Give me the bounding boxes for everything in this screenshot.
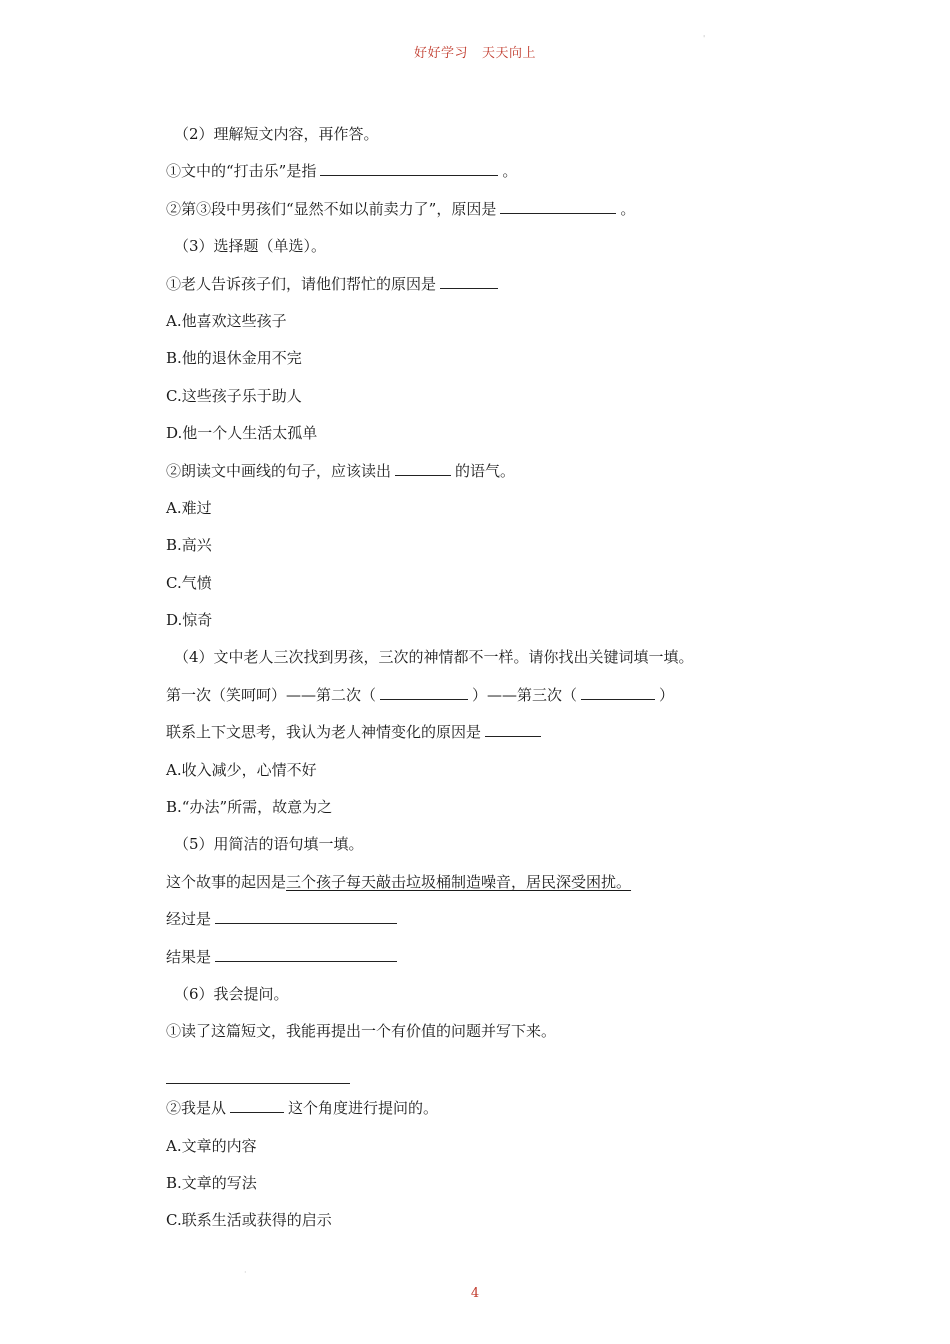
q5-cause-underlined: 三个孩子每天敲击垃圾桶制造噪音，居民深受困扰。: [286, 872, 632, 891]
q3-sub1-blank[interactable]: [440, 270, 498, 289]
q2-title: （2）理解短文内容，再作答。: [174, 125, 379, 143]
worksheet-body: [166, 120, 806, 1244]
q3-sub2-option[interactable]: D.惊奇: [166, 611, 213, 630]
q4-title: （4）文中老人三次找到男孩，三次的神情都不一样。请你找出关键词填一填。: [174, 648, 694, 667]
q6-answer-row: [166, 1057, 806, 1094]
q3-sub2-option[interactable]: C.气愤: [166, 573, 212, 592]
q3-sub2: ②朗读文中画线的句子，应该读出 的语气。: [166, 457, 806, 494]
q4-second-blank[interactable]: [380, 681, 468, 700]
q2-item-a: ①文中的“打击乐”是指 。: [166, 157, 806, 194]
q5-result: 结果是: [166, 943, 806, 980]
q2-a-blank[interactable]: [320, 157, 498, 176]
q6-sub1: ①读了这篇短文，我能再提出一个有价值的问题并写下来。: [166, 1022, 557, 1041]
q6-title: （6）我会提问。: [174, 984, 289, 1003]
q6-answer-line[interactable]: [166, 1057, 350, 1084]
page-number: 4: [470, 1286, 480, 1301]
q2-b-blank[interactable]: [500, 195, 616, 214]
q3-sub1-option[interactable]: D.他一个人生活太孤单: [166, 424, 318, 443]
q3-title: （3）选择题（单选）。: [174, 237, 327, 256]
q5-process-blank[interactable]: [215, 905, 397, 924]
header-left-text: 好好学习: [413, 46, 468, 61]
q5-process: 经过是: [166, 905, 806, 942]
q4-third-blank[interactable]: [581, 681, 655, 700]
q5-title: （5）用简洁的语句填一填。: [174, 835, 364, 854]
q3-sub2-blank[interactable]: [395, 457, 451, 476]
q3-sub2-option[interactable]: A.难过: [166, 498, 212, 517]
q6-sub2-blank[interactable]: [230, 1094, 284, 1113]
q5-cause: 这个故事的起因是三个孩子每天敲击垃圾桶制造噪音，居民深受困扰。: [166, 872, 632, 891]
q3-sub2-option[interactable]: B.高兴: [166, 536, 212, 555]
q3-sub1-option[interactable]: B.他的退休金用不完: [166, 349, 302, 368]
q3-sub1-option[interactable]: C.这些孩子乐于助人: [166, 386, 302, 405]
q3-sub1-option[interactable]: A.他喜欢这些孩子: [166, 311, 287, 330]
speck-mark: ': [703, 34, 706, 43]
q4-reason: 联系上下文思考，我认为老人神情变化的原因是: [166, 718, 806, 755]
header-right-text: 天天向上: [482, 46, 537, 61]
speck-mark: ·: [244, 1268, 247, 1277]
q4-option[interactable]: B.“办法”所需，故意为之: [166, 798, 333, 817]
q4-reason-blank[interactable]: [485, 718, 541, 737]
q6-option[interactable]: A.文章的内容: [166, 1136, 257, 1155]
q6-option[interactable]: B.文章的写法: [166, 1173, 257, 1192]
q5-result-blank[interactable]: [215, 943, 397, 962]
q4-sequence: 第一次（笑呵呵）——第二次（ ）——第三次（ ）: [166, 681, 806, 718]
q6-sub2: ②我是从 这个角度进行提问的。: [166, 1094, 806, 1131]
q6-option[interactable]: C.联系生活或获得的启示: [166, 1211, 332, 1230]
q4-option[interactable]: A.收入减少，心情不好: [166, 760, 317, 779]
q2-item-b: ②第③段中男孩们“显然不如以前卖力了”，原因是 。: [166, 195, 806, 232]
q3-sub1: ①老人告诉孩子们，请他们帮忙的原因是: [166, 270, 806, 307]
page-header: [0, 42, 950, 61]
